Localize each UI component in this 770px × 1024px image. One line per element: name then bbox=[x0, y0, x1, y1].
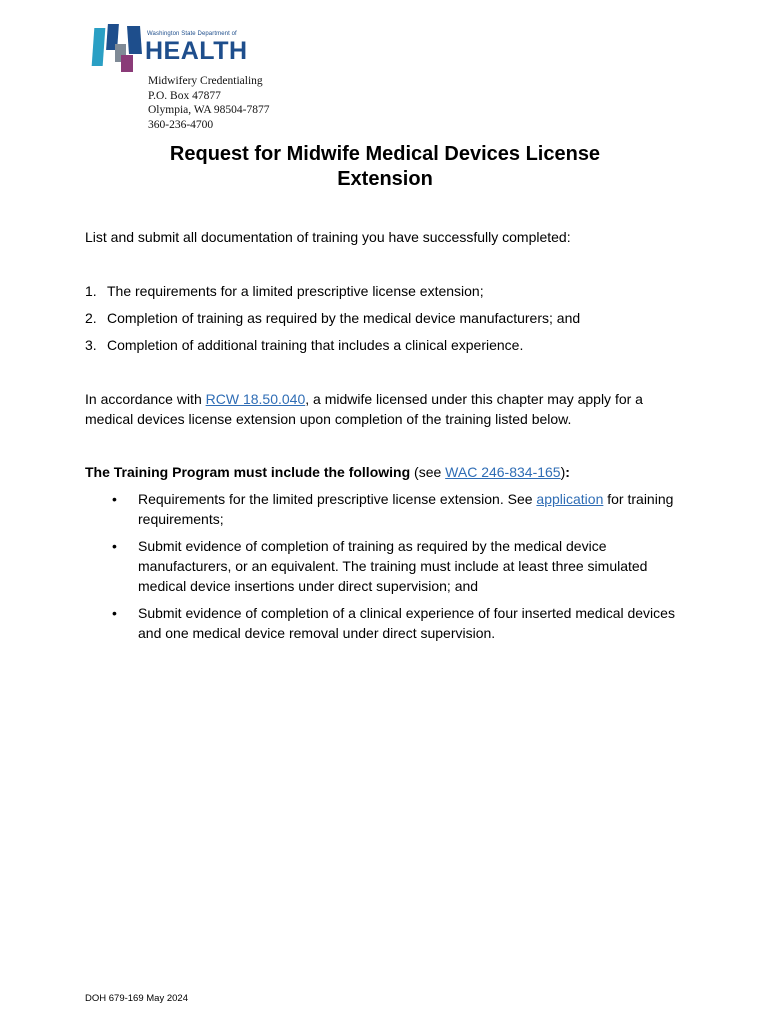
list-number: 1. bbox=[85, 283, 97, 299]
list-number: 2. bbox=[85, 310, 97, 326]
bullet-text bbox=[138, 489, 682, 529]
rcw-link[interactable]: RCW 18.50.040 bbox=[205, 391, 306, 407]
list-text: The requirements for a limited prescriptive license extension; bbox=[107, 283, 484, 299]
title-line-2: Extension bbox=[337, 168, 433, 190]
application-link[interactable]: application bbox=[536, 491, 604, 507]
intro-text: List and submit all documentation of training you have successfully completed: bbox=[85, 229, 571, 245]
training-heading-close: ) bbox=[560, 464, 566, 480]
bullet-symbol: • bbox=[112, 491, 117, 507]
logo-teal-block bbox=[92, 28, 106, 66]
address-phone: 360-236-4700 bbox=[148, 118, 214, 131]
list-item bbox=[85, 308, 685, 328]
mailing-address bbox=[148, 74, 270, 132]
list-item bbox=[112, 603, 682, 643]
list-text: Completion of training as required by the medical device manufacturers; and bbox=[107, 310, 581, 326]
wac-link[interactable]: WAC 246-834-165 bbox=[445, 464, 561, 480]
requirements-list bbox=[85, 281, 685, 362]
training-heading-see: (see bbox=[410, 464, 446, 480]
list-number: 3. bbox=[85, 337, 97, 353]
bullet-text-part: Requirements for the limited prescriptive license extension. See bbox=[138, 491, 537, 507]
logo-small-text: Washington State Department of bbox=[147, 31, 237, 37]
list-item bbox=[112, 536, 682, 596]
bullet-text: Submit evidence of completion of a clinical experience of four inserted medical devices and one medical device removal under direct supervision. bbox=[138, 605, 675, 641]
training-program-heading bbox=[85, 462, 685, 482]
address-line-2: P.O. Box 47877 bbox=[148, 89, 221, 102]
list-text: Completion of additional training that includes a clinical experience. bbox=[107, 337, 524, 353]
address-line-1: Midwifery Credentialing bbox=[148, 75, 263, 87]
training-bullet-list bbox=[112, 489, 682, 650]
rcw-text-after: , a midwife licensed under this chapter may apply for a medical devices license extension upon completion of the training listed below. bbox=[85, 391, 643, 427]
document-title bbox=[100, 142, 670, 192]
logo-health-text: HEALTH bbox=[145, 37, 248, 65]
address-line-3: Olympia, WA 98504-7877 bbox=[148, 104, 270, 116]
bullet-symbol: • bbox=[112, 538, 117, 554]
doh-logo bbox=[93, 22, 248, 76]
list-item bbox=[112, 489, 682, 529]
bullet-text-part: for training requirements; bbox=[138, 491, 674, 527]
list-item bbox=[85, 335, 685, 355]
bullet-text: Submit evidence of completion of training as required by the medical device manufacturers, or an equivalent. The training must include at least three simulated medical device insertions under direct supervision; and bbox=[138, 538, 648, 594]
form-number-footer: DOH 679-169 May 2024 bbox=[85, 993, 188, 1004]
training-heading-colon: : bbox=[565, 464, 570, 480]
rcw-text-before: In accordance with bbox=[85, 391, 206, 407]
title-line-1: Request for Midwife Medical Devices License bbox=[169, 143, 601, 165]
bullet-symbol: • bbox=[112, 605, 117, 621]
training-heading-bold: The Training Program must include the following bbox=[85, 464, 411, 480]
list-item bbox=[85, 281, 685, 301]
logo-plum-block bbox=[121, 55, 133, 72]
rcw-paragraph bbox=[85, 389, 685, 429]
logo-navy-block-2 bbox=[127, 26, 142, 54]
